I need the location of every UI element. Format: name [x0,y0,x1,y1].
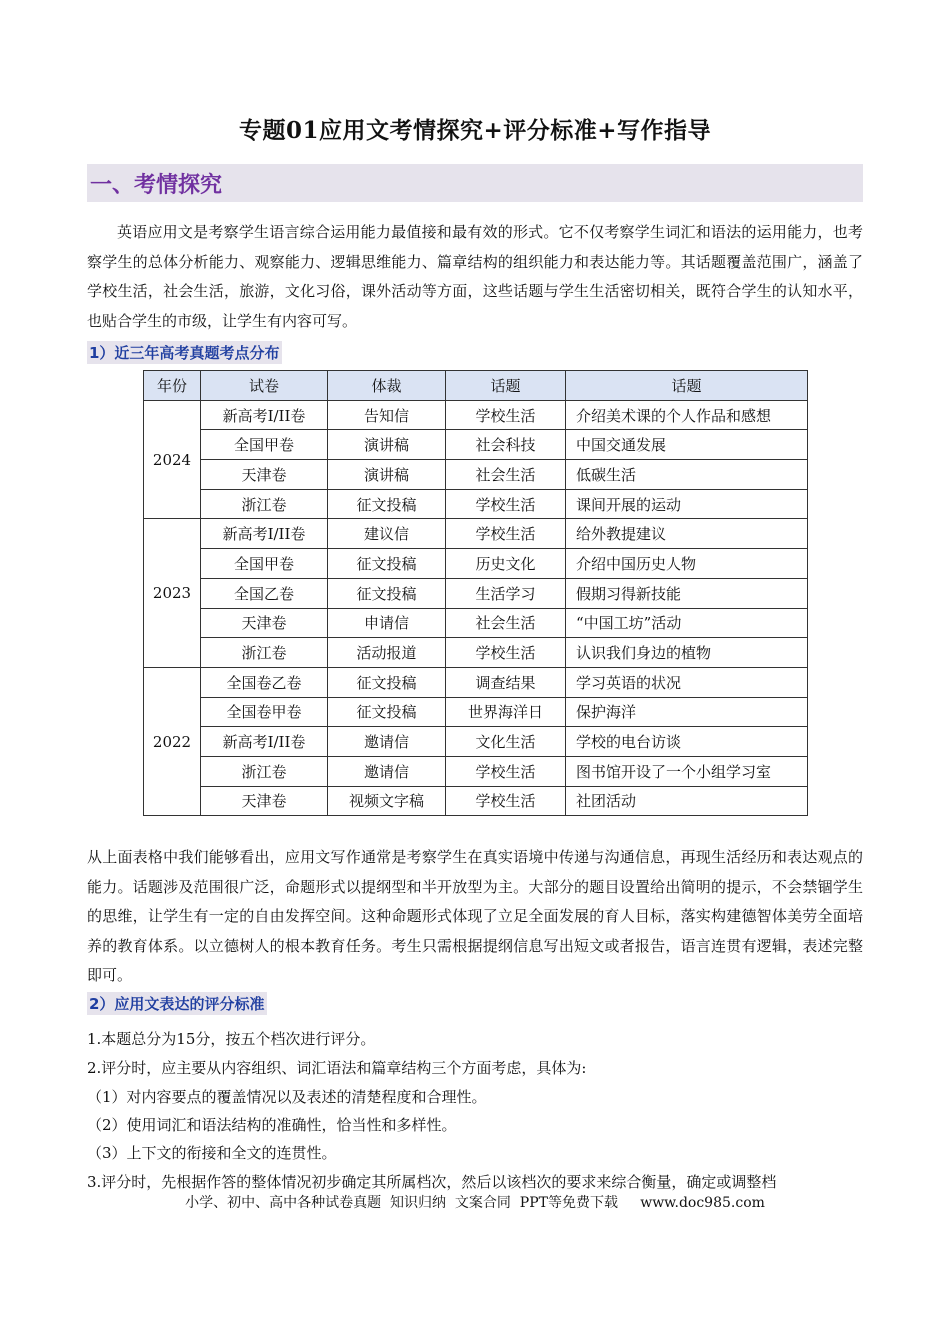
table-row [144,638,808,668]
topic-cell: 学校的电台访谈 [566,727,808,757]
theme-cell: 学校生活 [446,786,566,816]
theme-cell: 学校生活 [446,489,566,519]
paper-cell: 全国甲卷 [201,430,328,460]
topic-cell: 学习英语的状况 [566,667,808,697]
table-header-row [144,371,808,401]
theme-cell: 社会生活 [446,460,566,490]
paper-cell: 天津卷 [201,608,328,638]
table-row [144,578,808,608]
table-row [144,697,808,727]
topic-cell: 假期习得新技能 [566,578,808,608]
year-cell: 2023 [144,519,201,667]
genre-cell: 申请信 [328,608,446,638]
genre-cell: 演讲稿 [328,430,446,460]
table-row [144,430,808,460]
paper-cell: 新高考Ⅰ/II卷 [201,519,328,549]
genre-cell: 演讲稿 [328,460,446,490]
genre-cell: 建议信 [328,519,446,549]
topic-cell: 保护海洋 [566,697,808,727]
topic-cell: 介绍中国历史人物 [566,549,808,579]
page-footer: 小学、初中、高中各种试卷真题 知识归纳 文案合同 PPT等免费下载 www.doc985.com [185,1195,765,1211]
theme-cell: 学校生活 [446,756,566,786]
theme-cell: 历史文化 [446,549,566,579]
table-row [144,727,808,757]
topic-cell: 低碳生活 [566,460,808,490]
paper-cell: 天津卷 [201,460,328,490]
scoring-line: 2.评分时，应主要从内容组织、词汇语法和篇章结构三个方面考虑，具体为: [87,1059,587,1077]
exam-distribution-table [143,370,808,816]
paper-cell: 新高考Ⅰ/II卷 [201,727,328,757]
topic-cell: 课间开展的运动 [566,489,808,519]
page-title: 专题01应用文考情探究+评分标准+写作指导 [238,117,712,144]
paper-cell: 浙江卷 [201,489,328,519]
scoring-line: （1）对内容要点的覆盖情况以及表述的清楚程度和合理性。 [87,1088,487,1106]
table-row [144,460,808,490]
genre-cell: 征文投稿 [328,549,446,579]
column-header: 年份 [144,371,201,401]
column-header: 试卷 [201,371,328,401]
subheading-distribution: 1）近三年高考真题考点分布 [87,341,282,364]
theme-cell: 文化生活 [446,727,566,757]
paper-cell: 新高考Ⅰ/II卷 [201,400,328,430]
genre-cell: 征文投稿 [328,489,446,519]
topic-cell: 给外教提建议 [566,519,808,549]
topic-cell: 中国交通发展 [566,430,808,460]
paper-cell: 全国卷乙卷 [201,667,328,697]
theme-cell: 学校生活 [446,519,566,549]
scoring-line: 1.本题总分为15分，按五个档次进行评分。 [87,1030,376,1048]
table-row [144,400,808,430]
genre-cell: 征文投稿 [328,578,446,608]
genre-cell: 活动报道 [328,638,446,668]
subheading-scoring: 2）应用文表达的评分标准 [87,992,267,1015]
column-header: 话题 [566,371,808,401]
theme-cell: 学校生活 [446,400,566,430]
scoring-line: （3）上下文的衔接和全文的连贯性。 [87,1144,337,1162]
paper-cell: 全国乙卷 [201,578,328,608]
genre-cell: 征文投稿 [328,697,446,727]
genre-cell: 视频文字稿 [328,786,446,816]
genre-cell: 征文投稿 [328,667,446,697]
paper-cell: 天津卷 [201,786,328,816]
theme-cell: 社会生活 [446,608,566,638]
scoring-line: 3.评分时，先根据作答的整体情况初步确定其所属档次，然后以该档次的要求来综合衡量，确定或调整档 [87,1173,777,1191]
genre-cell: 邀请信 [328,727,446,757]
theme-cell: 世界海洋日 [446,697,566,727]
analysis-paragraph: 从上面表格中我们能够看出，应用文写作通常是考察学生在真实语境中传递与沟通信息，再现生活经历和表达观点的能力。话题涉及范围很广泛，命题形式以提纲型和半开放型为主。大部分的题目设置给出简明的提示，不会禁锢学生的思维，让学生有一定的自由发挥空间。这种命题形式体现了立足全面发展的育人目标，落实构建德智体美劳全面培养的教育体系。以立德树人的根本教育任务。考生只需根据提纲信息写出短文或者报告，语言连贯有逻辑，表述完整即可。 [87,848,863,984]
theme-cell: 调查结果 [446,667,566,697]
column-header: 体裁 [328,371,446,401]
table-row [144,667,808,697]
table-row [144,519,808,549]
topic-cell: 图书馆开设了一个小组学习室 [566,756,808,786]
paper-cell: 浙江卷 [201,756,328,786]
table-row [144,549,808,579]
column-header: 话题 [446,371,566,401]
paper-cell: 浙江卷 [201,638,328,668]
table-row [144,489,808,519]
year-cell: 2024 [144,400,201,519]
section-heading-bar [87,164,863,202]
table-row [144,786,808,816]
genre-cell: 告知信 [328,400,446,430]
paper-cell: 全国卷甲卷 [201,697,328,727]
intro-paragraph: 英语应用文是考察学生语言综合运用能力最值接和最有效的形式。它不仅考察学生词汇和语法的运用能力，也考察学生的总体分析能力、观察能力、逻辑思维能力、篇章结构的组织能力和表达能力等。其话题覆盖范围广，涵盖了学校生活，社会生活，旅游，文化习俗，课外活动等方面，这些话题与学生生活密切相关，既符合学生的认知水平，也贴合学生的市级，让学生有内容可写。 [87,223,863,330]
section-heading: 一、考情探究 [90,173,223,198]
topic-cell: 介绍美术课的个人作品和感想 [566,400,808,430]
genre-cell: 邀请信 [328,756,446,786]
topic-cell: “中国工坊”活动 [566,608,808,638]
year-cell: 2022 [144,667,201,815]
scoring-line: （2）使用词汇和语法结构的准确性，恰当性和多样性。 [87,1116,457,1134]
topic-cell: 认识我们身边的植物 [566,638,808,668]
table-row [144,756,808,786]
theme-cell: 社会科技 [446,430,566,460]
paper-cell: 全国甲卷 [201,549,328,579]
theme-cell: 生活学习 [446,578,566,608]
theme-cell: 学校生活 [446,638,566,668]
table-row [144,608,808,638]
topic-cell: 社团活动 [566,786,808,816]
table-body [144,400,808,816]
